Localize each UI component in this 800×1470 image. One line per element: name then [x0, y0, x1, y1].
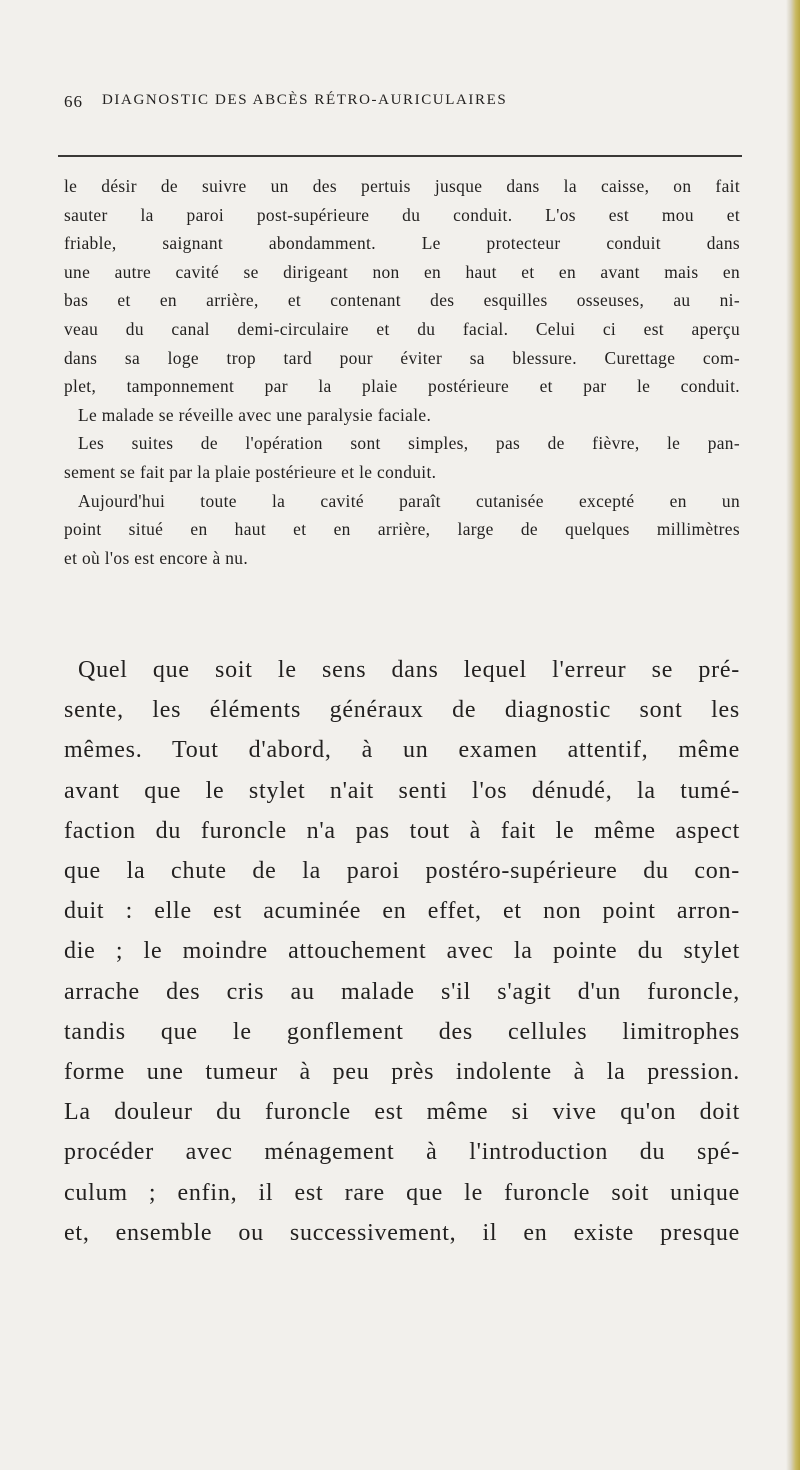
- text-line: procéder avec ménagement à l'introduction du spé-: [64, 1139, 740, 1166]
- text-line: arrache des cris au malade s'il s'agit d'un furoncle,: [64, 978, 740, 1005]
- text-line: le désir de suivre un des pertuis jusque dans la caisse, on fait: [64, 176, 740, 196]
- text-line: tandis que le gonflement des cellules limitrophes: [64, 1018, 740, 1045]
- text-line: die ; le moindre attouchement avec la pointe du stylet: [64, 938, 740, 965]
- text-line: Aujourd'hui toute la cavité paraît cutanisée excepté en un: [78, 490, 740, 511]
- text-line: Quel que soit le sens dans lequel l'erreur se pré-: [78, 657, 740, 683]
- text-line: que la chute de la paroi postéro-supérieure du con-: [64, 858, 740, 885]
- running-title: DIAGNOSTIC DES ABCÈS RÉTRO-AURICULAIRES: [102, 92, 508, 108]
- text-line: mêmes. Tout d'abord, à un examen attentif, même: [64, 737, 740, 764]
- text-line: bas et en arrière, et contenant des esquilles osseuses, au ni-: [64, 290, 740, 311]
- header-rule: [58, 155, 742, 157]
- text-line: sement se fait par la plaie postérieure et le conduit.: [64, 461, 437, 482]
- text-line: dans sa loge trop tard pour éviter sa blessure. Curettage com-: [64, 347, 740, 368]
- text-line: forme une tumeur à peu près indolente à la pression.: [64, 1059, 740, 1086]
- text-line: sauter la paroi post-supérieure du conduit. L'os est mou et: [64, 204, 740, 225]
- text-line: une autre cavité se dirigeant non en haut et en avant mais en: [64, 261, 740, 282]
- text-line: La douleur du furoncle est même si vive qu'on doit: [64, 1099, 740, 1126]
- text-line: veau du canal demi-circulaire et du facial. Celui ci est aperçu: [64, 318, 740, 339]
- text-line: faction du furoncle n'a pas tout à fait le même aspect: [64, 817, 740, 844]
- page-header: [64, 92, 740, 132]
- text-line: duit : elle est acuminée en effet, et non point arron-: [64, 898, 740, 925]
- page-number: 66: [64, 92, 83, 111]
- page-edge: [786, 0, 800, 1470]
- text-line: point situé en haut et en arrière, large de quelques millimètres: [64, 519, 740, 540]
- text-line: avant que le stylet n'ait senti l'os dénudé, la tumé-: [64, 777, 740, 804]
- text-line: et, ensemble ou successivement, il en existe presque: [64, 1219, 740, 1246]
- text-line: plet, tamponnement par la plaie postérieure et par le conduit.: [64, 376, 740, 397]
- text-line: sente, les éléments généraux de diagnostic sont les: [64, 697, 740, 724]
- text-line: Le malade se réveille avec une paralysie faciale.: [78, 404, 432, 425]
- text-line: culum ; enfin, il est rare que le furoncle soit unique: [64, 1179, 740, 1206]
- case-report-text: [64, 172, 740, 572]
- text-line: friable, saignant abondamment. Le protecteur conduit dans: [64, 233, 740, 254]
- text-line: et où l'os est encore à nu.: [64, 547, 249, 568]
- text-line: Les suites de l'opération sont simples, pas de fièvre, le pan-: [78, 433, 740, 454]
- diagnosis-paragraph: [64, 650, 740, 1253]
